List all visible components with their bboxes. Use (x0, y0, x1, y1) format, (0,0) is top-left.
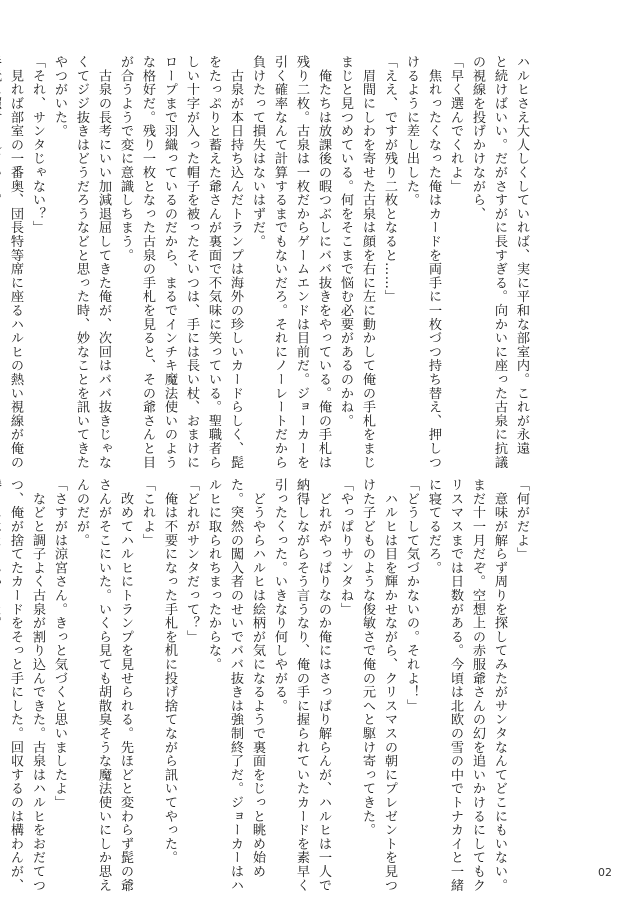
text-line: 改めてハルヒにトランプを見せられる。先ほどと変わらず髭の爺 (118, 478, 133, 892)
text-line: が合うようで変に意識しちまう。 (118, 55, 133, 262)
page-number: 02 (598, 866, 612, 879)
text-line: 古泉が本日持ち込んだトランプは海外の珍しいカードらしく、髭 (228, 55, 243, 469)
text-line: 引く確率なんて計算するまでもないだろ。それにノーレートだから (272, 55, 287, 469)
text-line: 「ええ、ですが残り二枚となると……」 (382, 55, 397, 304)
text-line: 俺は不要になった手札を机に投げ捨てながら訊いてやった。 (162, 478, 177, 865)
text-line: 負けたって損失はないはずだ。 (250, 55, 265, 249)
text-line: んのだが。 (74, 478, 89, 547)
text-line: どうやらハルヒは絵柄が気になるようで裏面をじっと眺め始め (250, 478, 265, 879)
text-line: やつがいた。 (52, 55, 67, 138)
text-line: ハルヒは目を輝かせながら、クリスマスの朝にプレゼントを見つ (382, 478, 397, 892)
text-line: どれがやっぱりなのか俺にはさっぱり解らんが、ハルヒは一人で (316, 478, 331, 892)
text-line: に寝てるだろ。 (426, 478, 441, 575)
text-line: けた子どものような俊敏さで俺の元へと駆け寄ってきた。 (360, 478, 375, 837)
text-line: つ、俺が捨てたカードをそっと手にした。回収するのは構わんが、 (8, 478, 23, 892)
text-line: た。突然の闖入者のせいでババ抜きは強制終了だ。ジョーカーはハ (228, 478, 243, 892)
text-line: まじと見つめている。何をそこまで悩む必要があるのかね。 (338, 55, 353, 428)
text-line: 俺たちは放課後の暇つぶしにババ抜きをやっている。俺の手札は (316, 55, 331, 469)
text-line: ルヒに取られちまったからな。 (206, 478, 221, 672)
text-line: 納得しながらそう言うなり、俺の手に握られていたカードを素早く (294, 478, 309, 892)
text-line: リスマスまでは日数がある。今頃は北欧の雪の中でトナカイと一緒 (448, 478, 463, 892)
upper-text-block (8, 55, 532, 469)
text-line: 「どうして気づかないの。それよ！」 (404, 478, 419, 713)
text-line: 焦れったくなった俺はカードを両手に一枚づつ持ち替え、押しつ (426, 55, 441, 469)
text-line: 引ったくった。いきなり何しやがる。 (272, 478, 287, 713)
text-line: しい十字が入った帽子を被ったそいつは、手には長い杖、おまけに (184, 55, 199, 469)
text-line: な格好だ。残り一枚となった古泉の手札を見ると、その爺さんと目 (140, 55, 155, 469)
text-line: 「さすがは涼宮さん。きっと気づくと思いましたよ」 (52, 478, 67, 810)
text-line: ハルヒさえ大人しくしていれば、実に平和な部室内。これが永遠 (514, 55, 529, 456)
text-line: ロープまで羽織っているのだから、まるでインチキ魔法使いのよう (162, 55, 177, 469)
text-line: の視線を投げかけながら、 (470, 55, 485, 221)
text-line: まだ十一月だぞ。空想上の赤服爺さんの幻を追いかけるにしてもク (470, 478, 485, 892)
text-line: 残り二枚。古泉は一枚だからゲームエンドは目前だ。ジョーカーを (294, 55, 309, 469)
text-line: 「やっぱりサンタね」 (338, 478, 353, 616)
text-line: 「どれがサンタだって？」 (184, 478, 199, 644)
text-line: をたっぷりと蓄えた爺さんが裏面で不気味に笑っている。聖職者ら (206, 55, 221, 469)
text-line: くてジジ抜きはどうだろうなどと思った時、妙なことを訊いてきた (74, 55, 89, 469)
text-line: 見れば部室の一番奥、団長特等席に座るハルヒの熱い視線が俺の (8, 55, 23, 469)
lower-text-block (8, 478, 532, 892)
text-line: 古泉の長考にいい加減退屈してきた俺が、次回はババ抜きじゃな (96, 55, 111, 469)
text-line: 「それ、サンタじゃない？」 (30, 55, 45, 235)
text-line: 「何がだよ」 (514, 478, 529, 561)
text-line: 「これよ」 (140, 478, 155, 547)
text-line: と続けばいい。だがさすがに長すぎる。向かいに座った古泉に抗議 (492, 55, 507, 469)
text-line: さんがそこにいた。いくら見ても胡散臭そうな魔法使いにしか思え (96, 478, 111, 892)
text-line: 「早く選んでくれよ」 (448, 55, 463, 193)
text-line: などと調子よく古泉が割り込んできた。古泉はハルヒをおだてつ (30, 478, 45, 892)
text-line: 意味が解らず周りを探してみたがサンタなんてどこにもいない。 (492, 478, 507, 892)
text-line: 眉間にしわを寄せた古泉は顔を右に左に動かして俺の手札をまじ (360, 55, 375, 469)
text-line: けるように差し出した。 (404, 55, 419, 207)
